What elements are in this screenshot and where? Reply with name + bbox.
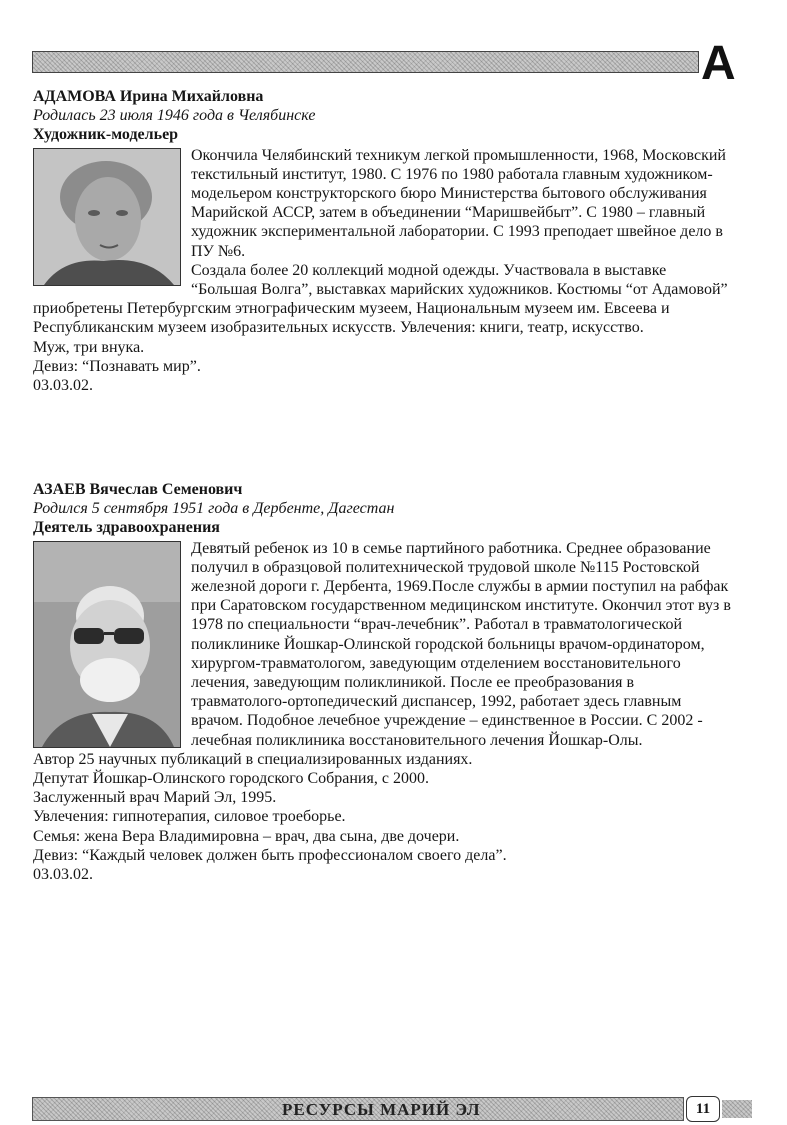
portrait-woman-icon [34, 149, 180, 285]
birth-info: Родилась 23 июля 1946 года в Челябинске [33, 107, 316, 125]
birth-info: Родился 5 сентября 1951 года в Дербенте, Дагестан [33, 500, 395, 518]
bio-deputy: Депутат Йошкар-Олинского городского Собрания, с 2000. [33, 770, 429, 788]
portrait-photo [33, 148, 181, 286]
bio-publications: Автор 25 научных публикаций в специализированных изданиях. [33, 750, 473, 768]
person-name: АЗАЕВ Вячеслав Семенович [33, 481, 243, 498]
biography-text [33, 146, 733, 396]
biography-entry-adamova [33, 87, 733, 395]
bio-paragraph: Девятый ребенок из 10 в семье партийного работника. Среднее образование получил в образцовой политехнической трудовой школе №115 Ростовской железной дороги г. Дербента, 1969.После службы в армии поступил на рабфак при Саратовском государственном медицинском институте. Окончил этот вуз в 1978 по специальности “врач-лечебник”. Работал в травматологической поликлинике Йошкар-Олинской городской больницы врачом-ординатором, хирургом-травматологом, заведующим отделением восстановительного лечения, заведующим поликлиникой. После ее преобразования в травматолого-ортопедический диспансер, 1992, работает здесь главным врачом. Подобное лечебное учреждение – единственное в России. С 2002 - лечебная поликлиника восстановительного лечения Йошкар-Олы. [191, 539, 731, 749]
biography-entry-azaev [33, 480, 733, 884]
footer-hatched-tail [722, 1100, 752, 1118]
portrait-man-icon [34, 542, 180, 747]
bio-date: 03.03.02. [33, 377, 93, 395]
person-name: АДАМОВА Ирина Михайловна [33, 88, 264, 105]
bio-family: Семья: жена Вера Владимировна – врач, два сына, две дочери. [33, 827, 460, 845]
profession: Художник-модельер [33, 126, 179, 144]
section-letter: А [701, 37, 736, 90]
bio-motto: Девиз: “Каждый человек должен быть профессионалом своего дела”. [33, 846, 507, 864]
header-hatched-band [32, 51, 699, 73]
bio-family: Муж, три внука. [33, 338, 145, 356]
profession: Деятель здравоохранения [33, 519, 220, 537]
portrait-photo [33, 541, 181, 748]
bio-hobbies: Увлечения: гипнотерапия, силовое троеборье. [33, 808, 346, 826]
bio-paragraph: Окончила Челябинский техникум легкой промышленности, 1968, Московский текстильный институт, 1980. С 1976 по 1980 работала главным художником-модельером конструкторского бюро Министерства бытового обслуживания Марийской АССР, затем в объединении “Маришвейбыт”. С 1980 – главный художник экспериментальной лаборатории. С 1993 преподает швейное дело в ПУ №6. [191, 146, 726, 260]
page-number: 11 [686, 1096, 720, 1122]
bio-date: 03.03.02. [33, 866, 93, 884]
footer-title: РЕСУРСЫ МАРИЙ ЭЛ [282, 1100, 481, 1119]
bio-paragraph: Создала более 20 коллекций модной одежды. Участвовала в выставке “Большая Волга”, выставках марийских художников. Костюмы “от Адамовой” приобретены Петербургским этнографическим музеем, Национальным музеем им. Евсеева и Республиканским музеем изобразительных искусств. Увлечения: книги, театр, искусство. [33, 261, 728, 337]
bio-honor: Заслуженный врач Марий Эл, 1995. [33, 789, 277, 807]
biography-text [33, 539, 733, 885]
bio-motto: Девиз: “Познавать мир”. [33, 357, 201, 375]
